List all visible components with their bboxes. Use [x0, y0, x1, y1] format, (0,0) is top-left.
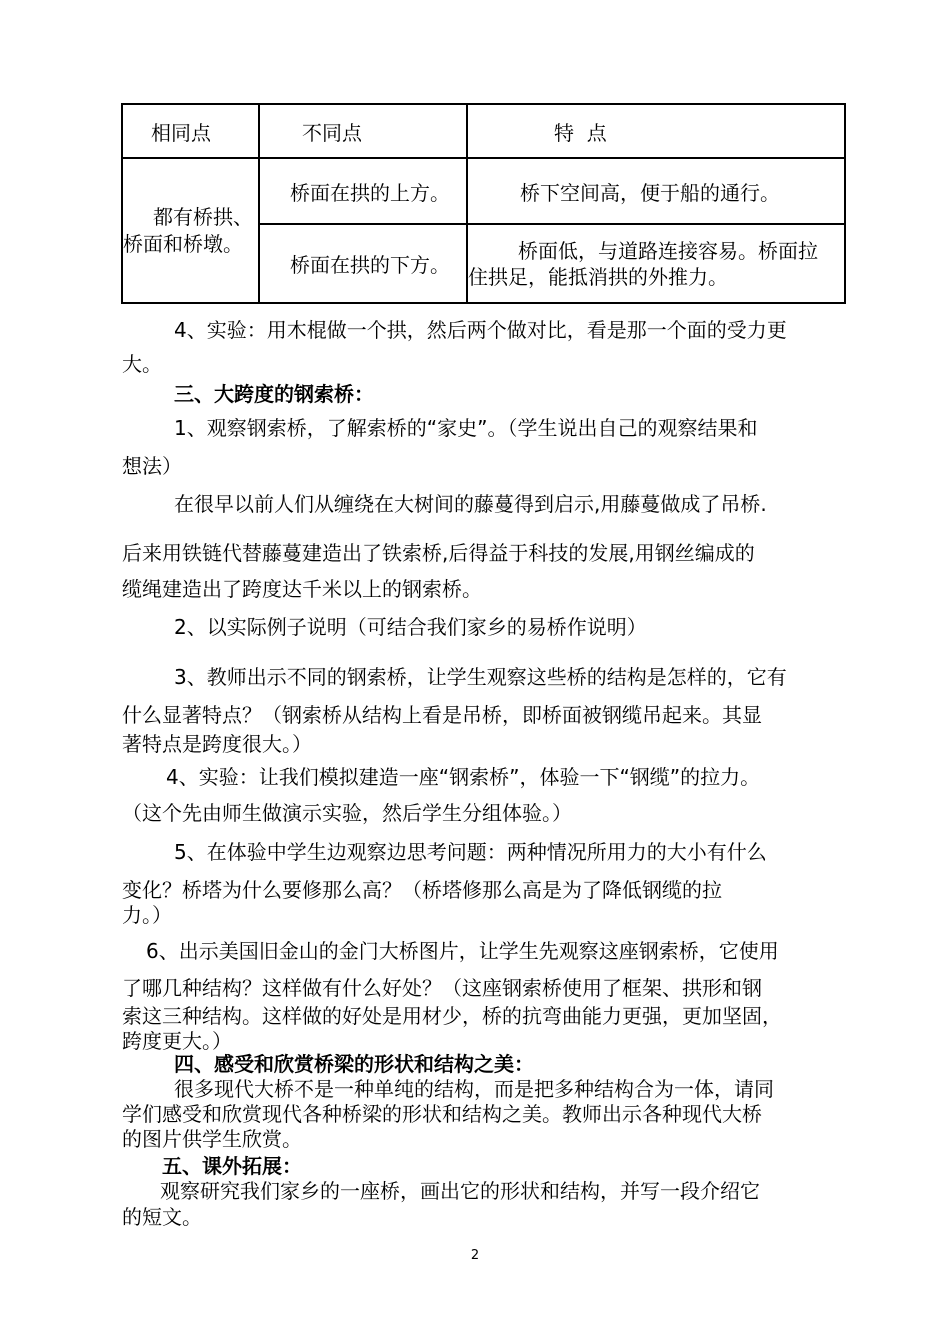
paragraph-line: 4、实验：用木棍做一个拱，然后两个做对比，看是那一个面的受力更	[174, 318, 787, 342]
paragraph-line: 很多现代大桥不是一种单纯的结构，而是把多种结构合为一体，请同	[174, 1077, 774, 1101]
table-row	[122, 158, 845, 224]
paragraph-line: （这个先由师生做演示实验，然后学生分组体验。）	[122, 801, 572, 825]
paragraph-line: 4、实验：让我们模拟建造一座“钢索桥”，体验一下“钢缆”的拉力。	[166, 765, 761, 789]
comparison-table	[121, 103, 846, 304]
paragraph-line: 索这三种结构。这样做的好处是用材少，桥的抗弯曲能力更强，更加坚固，	[122, 1004, 782, 1028]
paragraph-line: 观察研究我们家乡的一座桥，画出它的形状和结构，并写一段介绍它	[160, 1179, 760, 1203]
section-heading-5: 五、课外拓展：	[162, 1154, 302, 1178]
cell-feature-2-line1: 桥面低，与道路连接容易。桥面拉	[518, 238, 818, 263]
paragraph-line: 大。	[122, 352, 162, 376]
paragraph-line: 什么显著特点？（钢索桥从结构上看是吊桥，即桥面被钢缆吊起来。其显	[122, 703, 762, 727]
cell-diff-1: 桥面在拱的上方。	[259, 158, 467, 224]
header-same: 相同点	[122, 104, 259, 158]
header-diff: 不同点	[259, 104, 467, 158]
paragraph-line: 6、出示美国旧金山的金门大桥图片，让学生先观察这座钢索桥，它使用	[146, 939, 779, 963]
paragraph-line: 学们感受和欣赏现代各种桥梁的形状和结构之美。教师出示各种现代大桥	[122, 1102, 762, 1126]
cell-same	[122, 158, 259, 303]
paragraph-line: 1、观察钢索桥，了解索桥的“家史”。（学生说出自己的观察结果和	[174, 416, 758, 440]
paragraph-line: 跨度更大。）	[122, 1029, 232, 1053]
paragraph-line: 力。）	[122, 903, 172, 927]
paragraph-line: 缆绳建造出了跨度达千米以上的钢索桥。	[122, 577, 482, 601]
cell-feature-1: 桥下空间高，便于船的通行。	[467, 158, 845, 224]
cell-diff-2: 桥面在拱的下方。	[259, 224, 467, 303]
section-heading-4: 四、感受和欣赏桥梁的形状和结构之美：	[174, 1052, 534, 1076]
paragraph-line: 变化？桥塔为什么要修那么高？（桥塔修那么高是为了降低钢缆的拉	[122, 878, 722, 902]
header-feature: 特 点	[467, 104, 845, 158]
paragraph-line: 的图片供学生欣赏。	[122, 1127, 302, 1151]
paragraph-line: 想法）	[122, 454, 182, 478]
paragraph-line: 在很早以前人们从缠绕在大树间的藤蔓得到启示,用藤蔓做成了吊桥.	[174, 492, 767, 516]
paragraph-line: 后来用铁链代替藤蔓建造出了铁索桥,后得益于科技的发展,用钢丝编成的	[122, 541, 755, 565]
page-number: 2	[470, 1248, 480, 1263]
section-heading-3: 三、大跨度的钢索桥：	[174, 382, 374, 406]
paragraph-line: 2、以实际例子说明（可结合我们家乡的易桥作说明）	[174, 615, 647, 639]
cell-same-line2: 桥面和桥墩。	[123, 231, 243, 256]
cell-feature-2	[467, 224, 845, 303]
paragraph-line: 了哪几种结构？这样做有什么好处？（这座钢索桥使用了框架、拱形和钢	[122, 976, 762, 1000]
table-header-row	[122, 104, 845, 158]
paragraph-line: 的短文。	[122, 1205, 202, 1229]
paragraph-line: 3、教师出示不同的钢索桥，让学生观察这些桥的结构是怎样的，它有	[174, 665, 787, 689]
cell-same-line1: 都有桥拱、	[153, 204, 253, 229]
paragraph-line: 著特点是跨度很大。）	[122, 732, 312, 756]
paragraph-line: 5、在体验中学生边观察边思考问题：两种情况所用力的大小有什么	[174, 840, 767, 864]
cell-feature-2-line2: 住拱足，能抵消拱的外推力。	[468, 264, 728, 289]
